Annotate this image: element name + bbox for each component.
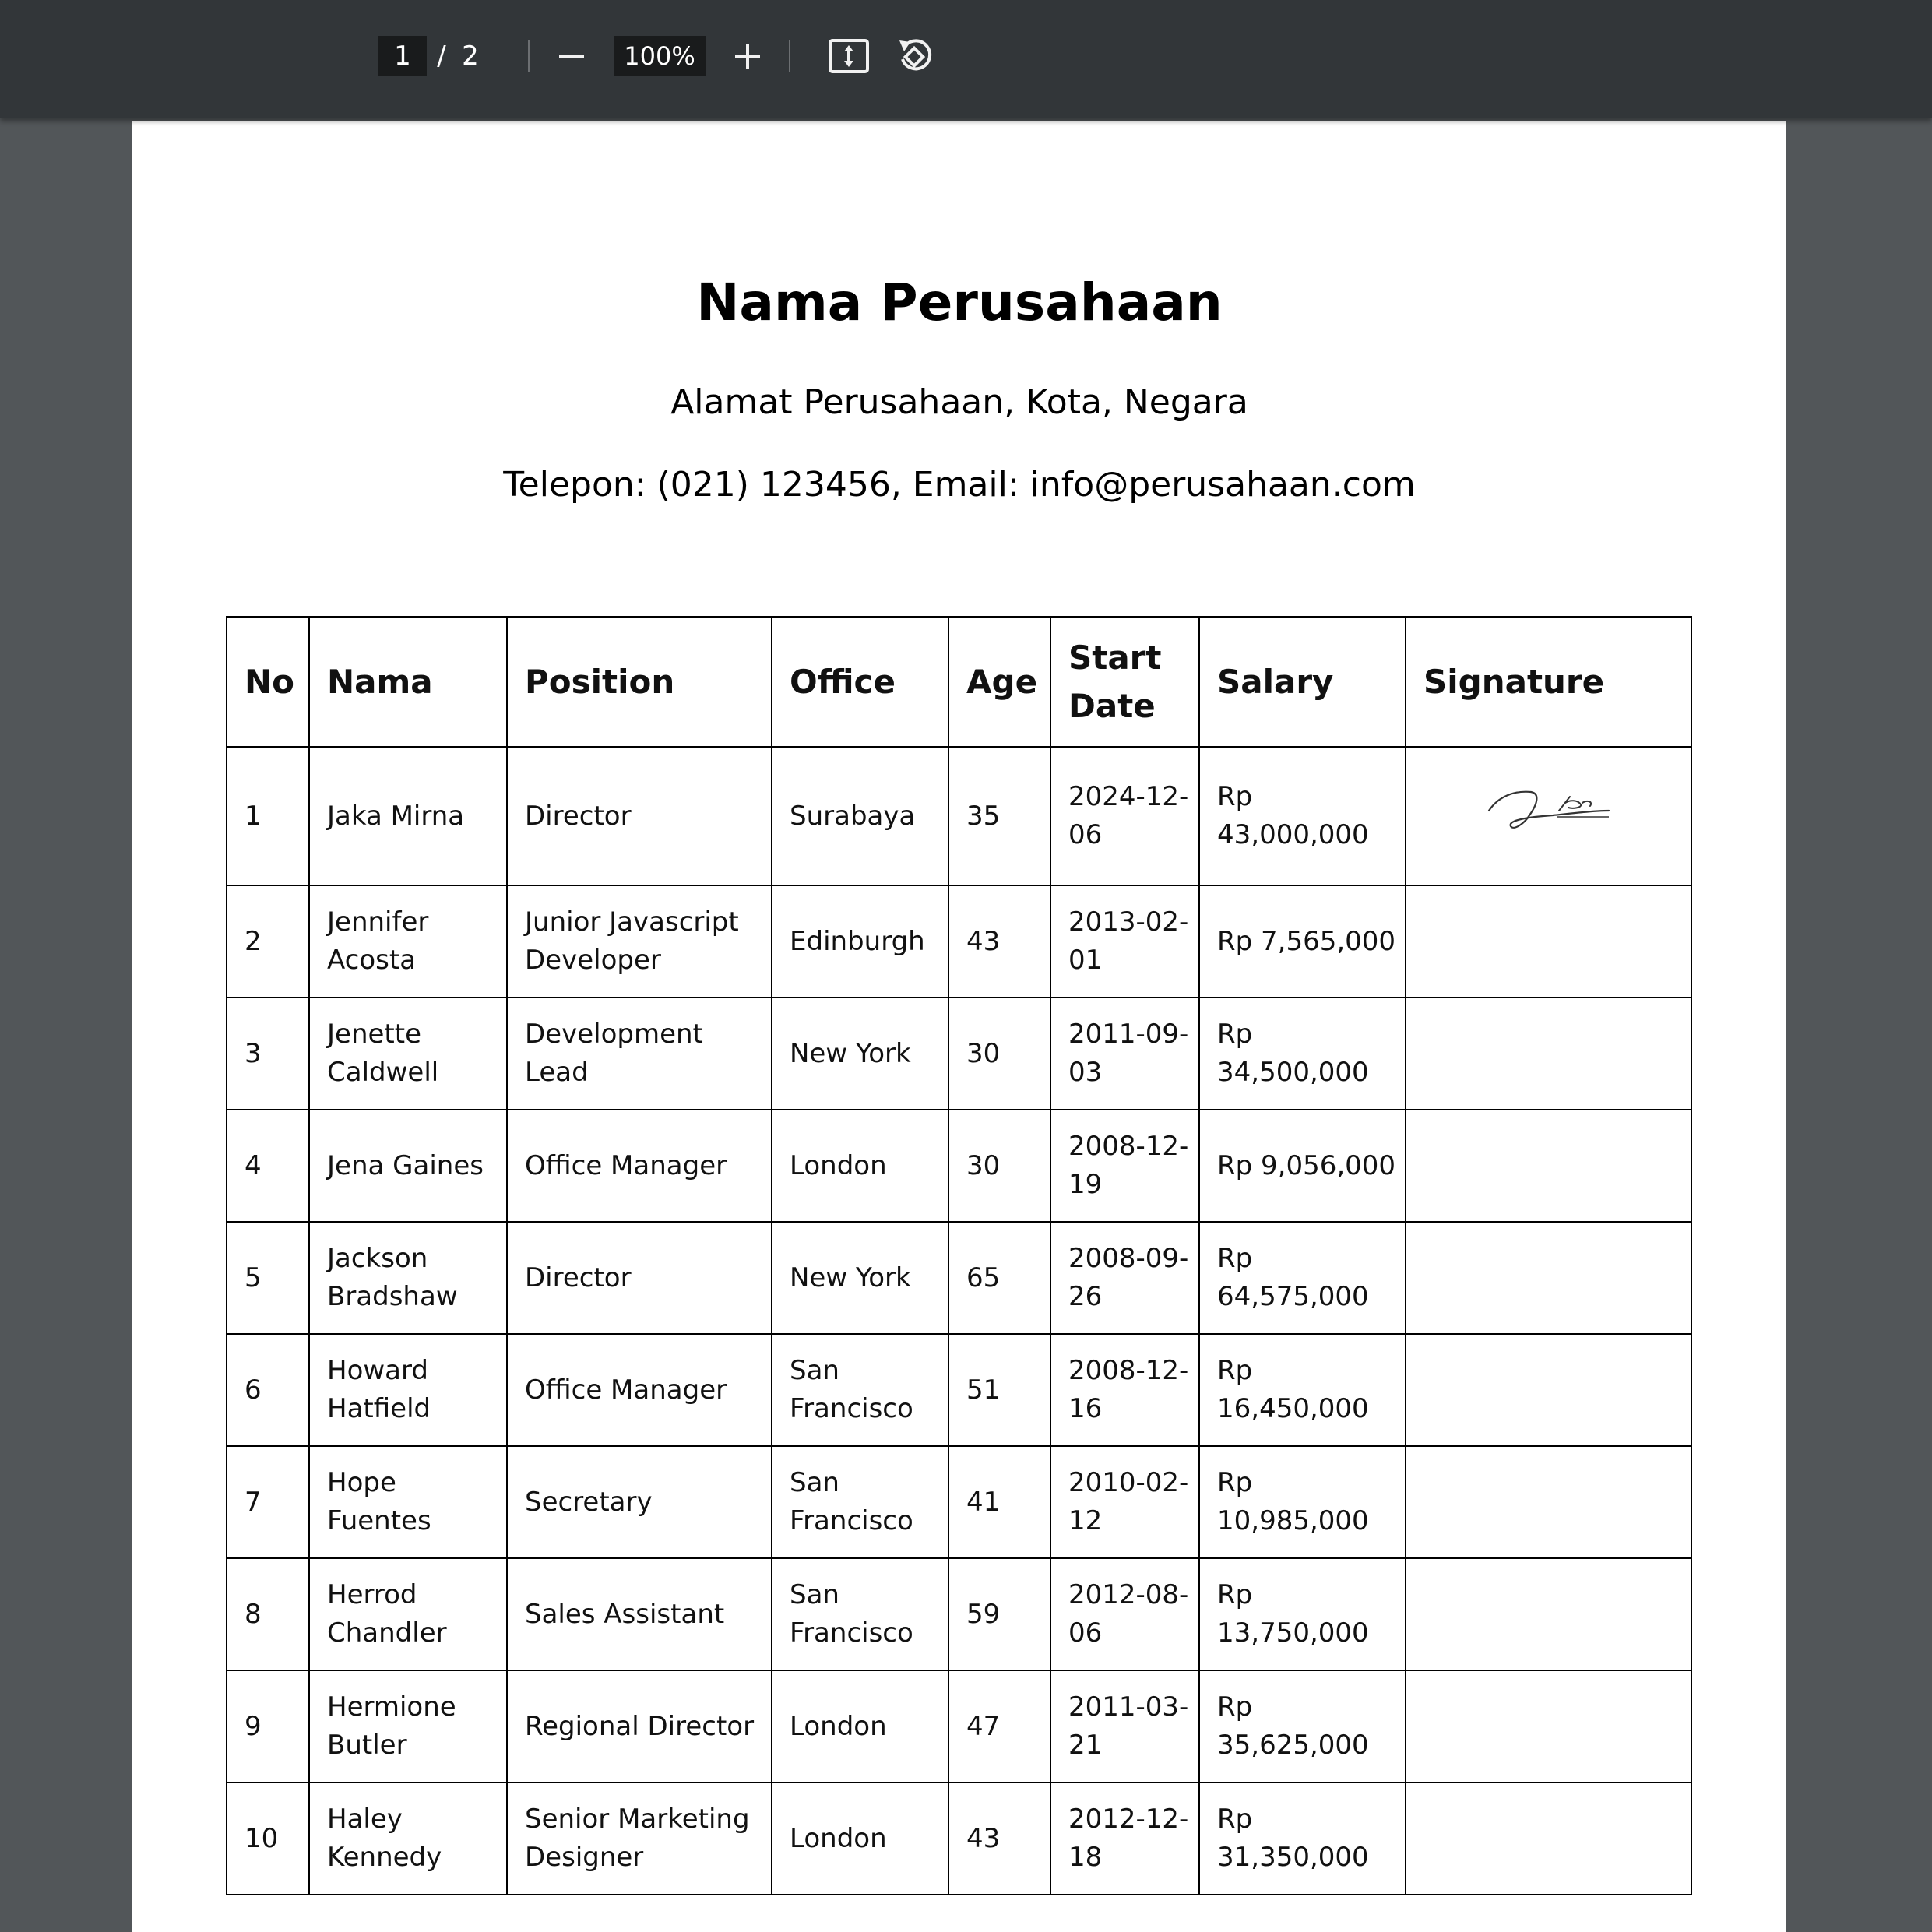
zoom-in-button[interactable] [724, 33, 771, 79]
cell-signature [1406, 1670, 1691, 1782]
table-row [227, 885, 1691, 998]
cell-position: Development Lead [507, 998, 772, 1110]
cell-age: 43 [948, 885, 1050, 998]
cell-salary: Rp 64,575,000 [1199, 1222, 1406, 1334]
cell-position: Office Manager [507, 1110, 772, 1222]
cell-signature [1406, 1782, 1691, 1895]
cell-start-date: 2008-12-16 [1050, 1334, 1199, 1446]
header-signature: Signature [1406, 617, 1691, 747]
cell-salary: Rp 43,000,000 [1199, 747, 1406, 885]
zoom-out-button[interactable] [548, 33, 595, 79]
company-contact: Telepon: (021) 123456, Email: info@perusahaan.com [503, 465, 1416, 505]
cell-position: Director [507, 747, 772, 885]
cell-name: Jaka Mirna [309, 747, 507, 885]
page-number-input[interactable]: 1 [378, 36, 427, 76]
cell-name: Jenette Caldwell [309, 998, 507, 1110]
cell-salary: Rp 9,056,000 [1199, 1110, 1406, 1222]
cell-name: Jena Gaines [309, 1110, 507, 1222]
cell-age: 30 [948, 1110, 1050, 1222]
cell-salary: Rp 35,625,000 [1199, 1670, 1406, 1782]
header-office: Office [772, 617, 948, 747]
cell-start-date: 2008-12-19 [1050, 1110, 1199, 1222]
cell-office: New York [772, 998, 948, 1110]
cell-name: Hope Fuentes [309, 1446, 507, 1558]
cell-position: Office Manager [507, 1334, 772, 1446]
header-salary: Salary [1199, 617, 1406, 747]
cell-signature [1406, 885, 1691, 998]
rotate-button[interactable] [892, 33, 938, 79]
cell-age: 65 [948, 1222, 1050, 1334]
cell-position: Regional Director [507, 1670, 772, 1782]
cell-signature [1406, 1334, 1691, 1446]
cell-start-date: 2011-03-21 [1050, 1670, 1199, 1782]
cell-office: Surabaya [772, 747, 948, 885]
cell-position: Secretary [507, 1446, 772, 1558]
pdf-toolbar [0, 0, 1932, 118]
cell-office: London [772, 1670, 948, 1782]
cell-name: Jennifer Acosta [309, 885, 507, 998]
cell-no: 5 [227, 1222, 309, 1334]
table-row [227, 1222, 1691, 1334]
cell-name: Jackson Bradshaw [309, 1222, 507, 1334]
toolbar-divider [528, 40, 530, 72]
cell-start-date: 2012-08-06 [1050, 1558, 1199, 1670]
cell-salary: Rp 13,750,000 [1199, 1558, 1406, 1670]
pdf-page [132, 121, 1786, 1932]
cell-name: Howard Hatfield [309, 1334, 507, 1446]
cell-salary: Rp 7,565,000 [1199, 885, 1406, 998]
cell-office: Edinburgh [772, 885, 948, 998]
cell-age: 30 [948, 998, 1050, 1110]
cell-no: 7 [227, 1446, 309, 1558]
cell-position: Senior Marketing Designer [507, 1782, 772, 1895]
rotate-icon [895, 36, 935, 76]
cell-salary: Rp 31,350,000 [1199, 1782, 1406, 1895]
header-age: Age [948, 617, 1050, 747]
table-row [227, 1446, 1691, 1558]
table-row [227, 1782, 1691, 1895]
table-header-row [227, 617, 1691, 747]
cell-no: 1 [227, 747, 309, 885]
header-nama: Nama [309, 617, 507, 747]
cell-signature [1406, 998, 1691, 1110]
cell-signature [1406, 1222, 1691, 1334]
cell-start-date: 2024-12-06 [1050, 747, 1199, 885]
cell-no: 10 [227, 1782, 309, 1895]
cell-age: 43 [948, 1782, 1050, 1895]
cell-no: 6 [227, 1334, 309, 1446]
cell-age: 47 [948, 1670, 1050, 1782]
header-position: Position [507, 617, 772, 747]
cell-name: Haley Kennedy [309, 1782, 507, 1895]
zoom-out-icon [558, 42, 586, 70]
cell-office: London [772, 1110, 948, 1222]
toolbar-divider [789, 40, 790, 72]
cell-signature [1406, 1446, 1691, 1558]
page-total: 2 [462, 40, 479, 72]
cell-signature [1406, 747, 1691, 885]
fit-page-button[interactable] [825, 33, 872, 79]
cell-no: 2 [227, 885, 309, 998]
cell-start-date: 2010-02-12 [1050, 1446, 1199, 1558]
cell-no: 4 [227, 1110, 309, 1222]
fit-page-icon [829, 39, 869, 73]
zoom-in-icon [734, 42, 762, 70]
header-no: No [227, 617, 309, 747]
cell-age: 51 [948, 1334, 1050, 1446]
cell-position: Sales Assistant [507, 1558, 772, 1670]
cell-age: 59 [948, 1558, 1050, 1670]
cell-position: Junior Javascript Developer [507, 885, 772, 998]
table-row [227, 1670, 1691, 1782]
cell-office: New York [772, 1222, 948, 1334]
zoom-level-input[interactable]: 100% [614, 36, 706, 76]
header-start-date: Start Date [1050, 617, 1199, 747]
company-address: Alamat Perusahaan, Kota, Negara [670, 382, 1248, 422]
table-row [227, 1334, 1691, 1446]
cell-no: 3 [227, 998, 309, 1110]
company-name: Nama Perusahaan [696, 273, 1223, 333]
cell-no: 9 [227, 1670, 309, 1782]
cell-salary: Rp 16,450,000 [1199, 1334, 1406, 1446]
cell-office: San Francisco [772, 1334, 948, 1446]
cell-position: Director [507, 1222, 772, 1334]
cell-salary: Rp 10,985,000 [1199, 1446, 1406, 1558]
table-row [227, 998, 1691, 1110]
cell-name: Herrod Chandler [309, 1558, 507, 1670]
cell-age: 41 [948, 1446, 1050, 1558]
cell-start-date: 2013-02-01 [1050, 885, 1199, 998]
cell-signature [1406, 1558, 1691, 1670]
table-row [227, 1110, 1691, 1222]
cell-office: San Francisco [772, 1558, 948, 1670]
table-row [227, 1558, 1691, 1670]
cell-age: 35 [948, 747, 1050, 885]
cell-name: Hermione Butler [309, 1670, 507, 1782]
page-separator: / [437, 40, 446, 72]
cell-office: San Francisco [772, 1446, 948, 1558]
employee-table [226, 616, 1692, 1895]
cell-salary: Rp 34,500,000 [1199, 998, 1406, 1110]
cell-start-date: 2008-09-26 [1050, 1222, 1199, 1334]
cell-start-date: 2012-12-18 [1050, 1782, 1199, 1895]
signature-image [1483, 779, 1615, 842]
cell-signature [1406, 1110, 1691, 1222]
cell-office: London [772, 1782, 948, 1895]
cell-start-date: 2011-09-03 [1050, 998, 1199, 1110]
table-row [227, 747, 1691, 885]
cell-no: 8 [227, 1558, 309, 1670]
